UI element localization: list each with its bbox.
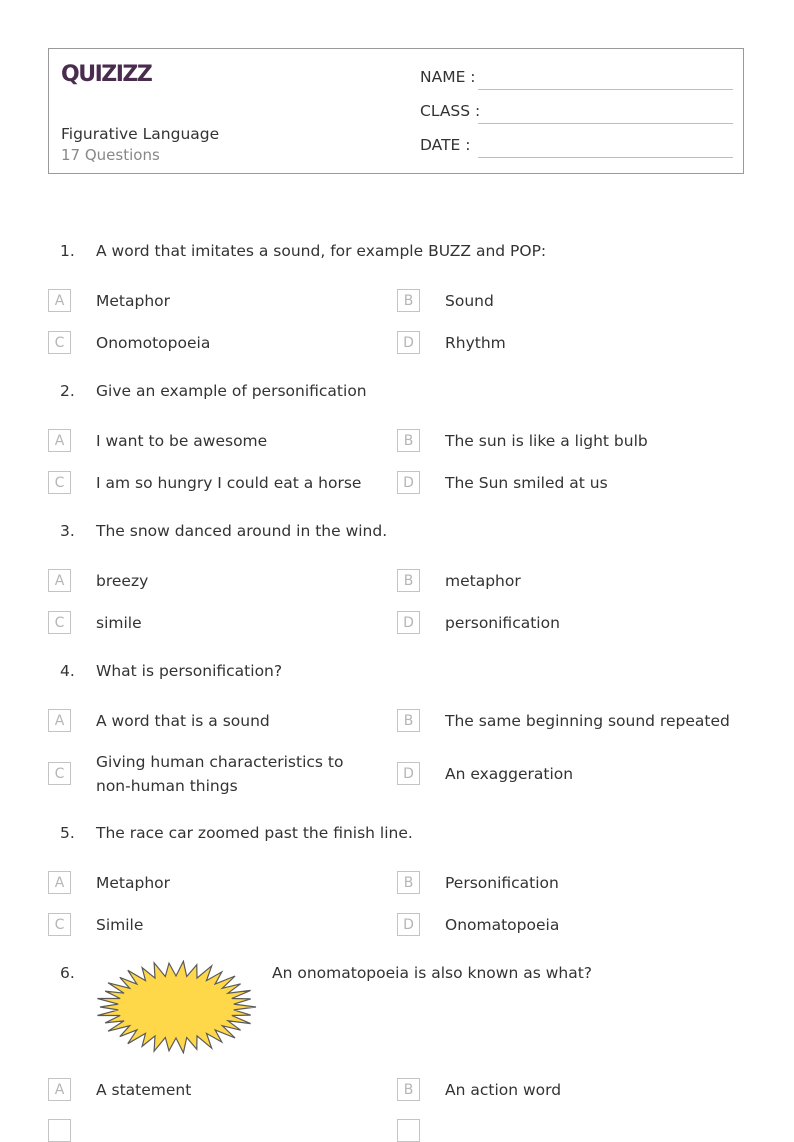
- logo-text: QUIZIZZ: [61, 62, 152, 87]
- name-line: [478, 89, 733, 90]
- option-letter-partial: [397, 1119, 420, 1142]
- option-text: Metaphor: [96, 292, 171, 310]
- option-text: simile: [96, 614, 142, 632]
- option-letter: D: [397, 611, 420, 634]
- option-letter: C: [48, 611, 71, 634]
- option-letter: D: [397, 331, 420, 354]
- option-letter: B: [397, 569, 420, 592]
- question-number: 2.: [60, 382, 75, 400]
- option-text: A word that is a sound: [96, 712, 270, 730]
- question-number: 6.: [60, 964, 75, 982]
- option-letter: C: [48, 913, 71, 936]
- option-text: Metaphor: [96, 874, 171, 892]
- option-text: The Sun smiled at us: [445, 474, 608, 492]
- class-label: CLASS :: [420, 102, 481, 120]
- question-count: 17 Questions: [61, 146, 160, 164]
- option-text: Rhythm: [445, 334, 506, 352]
- option-letter: B: [397, 429, 420, 452]
- option-letter: A: [48, 871, 71, 894]
- option-text: Sound: [445, 292, 494, 310]
- option-text: personification: [445, 614, 560, 632]
- option-letter: D: [397, 471, 420, 494]
- option-text: Onomotopoeia: [96, 334, 211, 352]
- option-letter: A: [48, 1078, 71, 1101]
- question-number: 3.: [60, 522, 75, 540]
- question-text: What is personification?: [96, 662, 283, 680]
- option-letter: D: [397, 913, 420, 936]
- question-text: A word that imitates a sound, for example BUZZ and POP:: [96, 242, 547, 260]
- option-letter: D: [397, 762, 420, 785]
- option-text: An action word: [445, 1081, 562, 1099]
- option-letter: C: [48, 762, 71, 785]
- option-letter: C: [48, 471, 71, 494]
- option-text: The same beginning sound repeated: [445, 712, 730, 730]
- option-text: An exaggeration: [445, 765, 574, 783]
- option-text: breezy: [96, 572, 149, 590]
- option-letter: A: [48, 569, 71, 592]
- option-text: Simile: [96, 916, 144, 934]
- class-line: [478, 123, 733, 124]
- option-letter: B: [397, 709, 420, 732]
- option-text: metaphor: [445, 572, 521, 590]
- option-letter: C: [48, 331, 71, 354]
- option-text: Onomatopoeia: [445, 916, 560, 934]
- option-text: I am so hungry I could eat a horse: [96, 474, 362, 492]
- question-text: Give an example of personification: [96, 382, 367, 400]
- name-label: NAME :: [420, 68, 476, 86]
- option-text: I want to be awesome: [96, 432, 268, 450]
- option-letter: B: [397, 289, 420, 312]
- question-number: 4.: [60, 662, 75, 680]
- option-letter: A: [48, 429, 71, 452]
- option-letter: A: [48, 709, 71, 732]
- question-text: The race car zoomed past the finish line.: [96, 824, 413, 842]
- date-label: DATE :: [420, 136, 471, 154]
- worksheet-title: Figurative Language: [61, 125, 220, 143]
- burst-illustration: [94, 960, 258, 1054]
- option-text: The sun is like a light bulb: [445, 432, 648, 450]
- question-text: An onomatopoeia is also known as what?: [272, 964, 593, 982]
- question-number: 1.: [60, 242, 75, 260]
- date-line: [478, 157, 733, 158]
- option-letter: A: [48, 289, 71, 312]
- option-letter: B: [397, 871, 420, 894]
- option-letter: B: [397, 1078, 420, 1101]
- option-text: Personification: [445, 874, 559, 892]
- question-text: The snow danced around in the wind.: [96, 522, 388, 540]
- option-text: Giving human characteristics to non-human things: [96, 753, 344, 795]
- option-letter-partial: [48, 1119, 71, 1142]
- question-number: 5.: [60, 824, 75, 842]
- option-text: A statement: [96, 1081, 192, 1099]
- quizizz-logo: [61, 58, 153, 88]
